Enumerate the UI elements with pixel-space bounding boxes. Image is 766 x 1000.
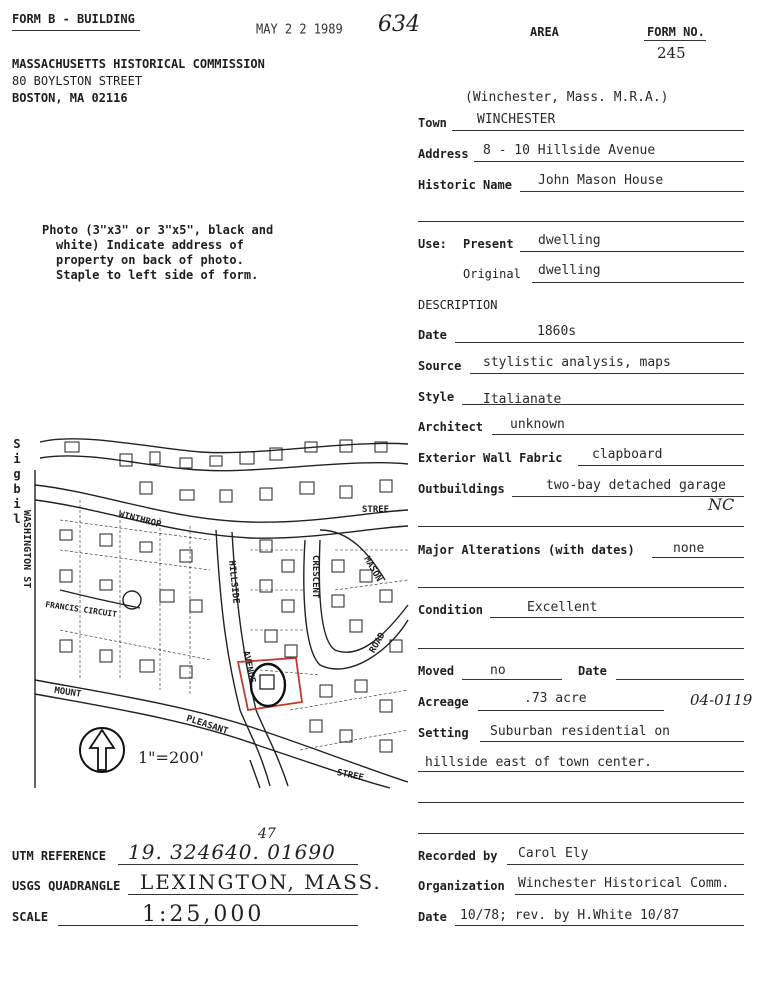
map-label-crescent: CRESCENT xyxy=(310,555,320,599)
form-no-label: FORM NO. xyxy=(647,25,705,39)
commission-address xyxy=(12,56,265,107)
side-letter-2: i xyxy=(13,452,21,466)
condition-label: Condition xyxy=(418,603,484,617)
address-line xyxy=(474,161,744,162)
utm-value[interactable]: 19. 324640. 01690 xyxy=(128,840,336,864)
condition-line2 xyxy=(418,648,744,649)
setting-line4 xyxy=(418,833,744,834)
usgs-label: USGS QUADRANGLE xyxy=(12,879,121,893)
use-label: Use: xyxy=(418,237,447,251)
usgs-line xyxy=(128,894,358,895)
moved-date-line xyxy=(616,679,744,680)
recorded-by-label: Recorded by xyxy=(418,849,498,863)
historic-name-value[interactable]: John Mason House xyxy=(538,173,664,188)
map-label-pleasant: PLEASANT xyxy=(184,714,230,737)
photo-line4: Staple to left side of form. xyxy=(56,268,259,282)
form-type: FORM B - BUILDING xyxy=(12,12,135,26)
map-label-avenue: AVENUE xyxy=(240,650,257,684)
town-label: Town xyxy=(418,116,447,130)
setting-line3 xyxy=(418,802,744,803)
photo-line1: Photo (3"x3" or 3"x5", black and xyxy=(42,223,274,237)
alterations-value[interactable]: none xyxy=(673,541,705,556)
map-label-washington: WASHINGTON ST xyxy=(21,510,32,589)
present-label: Present xyxy=(463,237,514,251)
handwritten-number: 634 xyxy=(378,12,420,37)
utm-line xyxy=(118,864,358,865)
setting-value2[interactable]: hillside east of town center. xyxy=(425,755,652,770)
usgs-value[interactable]: LEXINGTON, MASS. xyxy=(140,870,382,894)
source-value[interactable]: stylistic analysis, maps xyxy=(483,355,671,370)
map-label-mason: MASON xyxy=(361,555,384,584)
outbuildings-value[interactable]: two-bay detached garage xyxy=(546,478,727,493)
architect-line xyxy=(492,434,744,435)
architect-value[interactable]: unknown xyxy=(510,417,565,432)
architect-label: Architect xyxy=(418,420,484,434)
wall-fabric-line xyxy=(578,465,744,466)
mra-note: (Winchester, Mass. M.R.A.) xyxy=(465,90,669,105)
side-letter-6: l xyxy=(13,512,21,526)
wall-fabric-label: Exterior Wall Fabric xyxy=(418,451,563,465)
map-label-winthrop: WINTHROP xyxy=(117,510,163,531)
form-no-underline xyxy=(644,40,706,41)
address-label: Address xyxy=(418,147,469,161)
condition-line xyxy=(490,617,744,618)
photo-instructions xyxy=(42,223,273,283)
scale-label: SCALE xyxy=(12,910,49,924)
map-scale-note: 1"=200' xyxy=(138,748,204,767)
alterations-label: Major Alterations (with dates) xyxy=(418,543,635,557)
alterations-line xyxy=(652,557,744,558)
map-label-francis: FRANCIS CIRCUIT xyxy=(44,600,118,619)
acreage-note: 04-0119 xyxy=(690,691,753,709)
original-value[interactable]: dwelling xyxy=(538,263,601,278)
present-line xyxy=(520,251,744,252)
photo-line2: white) Indicate address of xyxy=(56,238,244,252)
town-line xyxy=(452,130,744,131)
utm-superscript: 47 xyxy=(258,826,276,842)
setting-value1[interactable]: Suburban residential on xyxy=(490,724,671,739)
moved-line xyxy=(462,679,562,680)
record-date-line xyxy=(455,925,744,926)
commission-line2: 80 BOYLSTON STREET xyxy=(12,74,143,88)
map-label-road: ROAD xyxy=(368,631,388,655)
photo-line3: property on back of photo. xyxy=(56,253,244,267)
source-label: Source xyxy=(418,359,462,373)
moved-label: Moved xyxy=(418,664,455,678)
setting-line xyxy=(480,741,744,742)
alterations-line2 xyxy=(418,587,744,588)
side-letter-5: i xyxy=(13,497,21,511)
side-letter-3: g xyxy=(13,467,21,481)
original-label: Original xyxy=(463,267,521,281)
outbuildings-note: NC xyxy=(708,495,735,514)
historic-name-line2 xyxy=(418,221,744,222)
record-date-label: Date xyxy=(418,910,447,924)
town-value[interactable]: WINCHESTER xyxy=(477,112,556,127)
historic-name-label: Historic Name xyxy=(418,178,512,192)
original-line xyxy=(532,282,744,283)
organization-label: Organization xyxy=(418,879,505,893)
setting-label: Setting xyxy=(418,726,469,740)
commission-line3: BOSTON, MA 02116 xyxy=(12,91,128,105)
map-label-hillside: HILLSIDE xyxy=(226,560,241,605)
form-type-underline xyxy=(12,30,140,31)
organization-value[interactable]: Winchester Historical Comm. xyxy=(518,876,730,891)
present-value[interactable]: dwelling xyxy=(538,233,601,248)
source-line xyxy=(470,373,744,374)
side-letter-1: S xyxy=(13,437,21,451)
record-date-value[interactable]: 10/78; rev. by H.White 10/87 xyxy=(460,908,680,923)
style-line xyxy=(462,404,744,405)
form-no-value: 245 xyxy=(657,44,686,62)
description-label: DESCRIPTION xyxy=(418,298,498,312)
outbuildings-label: Outbuildings xyxy=(418,482,505,496)
historic-name-line xyxy=(520,191,744,192)
utm-label: UTM REFERENCE xyxy=(12,849,106,863)
style-label: Style xyxy=(418,390,455,404)
recorded-by-line xyxy=(507,864,744,865)
moved-value[interactable]: no xyxy=(490,663,506,678)
acreage-value[interactable]: .73 acre xyxy=(524,691,587,706)
area-label: AREA xyxy=(530,25,559,39)
date-value[interactable]: 1860s xyxy=(537,324,577,339)
style-value[interactable]: Italianate xyxy=(483,392,562,404)
acreage-line xyxy=(478,710,664,711)
map-label-street-top: STREE xyxy=(362,505,390,515)
outbuildings-line2 xyxy=(418,526,744,527)
date-label: Date xyxy=(418,328,447,342)
map-label-street-bottom: STREE xyxy=(335,768,365,784)
address-value[interactable]: 8 - 10 Hillside Avenue xyxy=(483,143,656,158)
moved-date-label: Date xyxy=(578,664,607,678)
organization-line xyxy=(515,894,744,895)
side-letter-4: b xyxy=(13,482,21,496)
recorded-by-value[interactable]: Carol Ely xyxy=(518,846,589,861)
date-stamp: MAY 2 2 1989 xyxy=(256,21,343,37)
map-label-mount: MOUNT xyxy=(53,686,82,700)
scale-value[interactable]: 1:25,000 xyxy=(142,902,265,927)
condition-value[interactable]: Excellent xyxy=(527,600,598,615)
acreage-label: Acreage xyxy=(418,695,469,709)
setting-line2 xyxy=(418,771,744,772)
date-line xyxy=(455,342,744,343)
commission-line1: MASSACHUSETTS HISTORICAL COMMISSION xyxy=(12,57,265,71)
wall-fabric-value[interactable]: clapboard xyxy=(592,447,663,462)
